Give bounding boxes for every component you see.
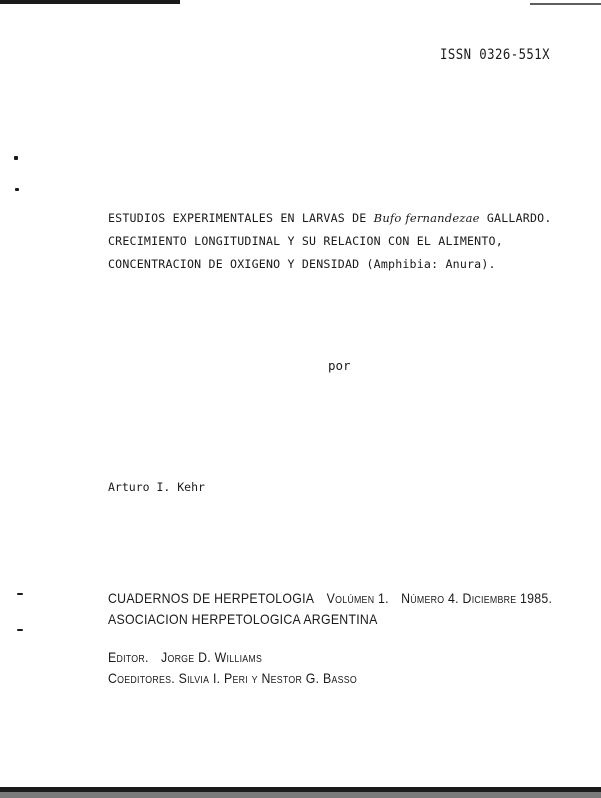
species-name: Bufo fernandezae bbox=[373, 211, 480, 225]
title-line-1 bbox=[108, 207, 552, 230]
volume-label: Volúmen 1. bbox=[326, 590, 389, 606]
editor-label: Editor. bbox=[108, 649, 149, 665]
association-name: ASOCIACION HERPETOLOGICA ARGENTINA bbox=[108, 611, 378, 627]
title-line-3: CONCENTRACION DE OXIGENO Y DENSIDAD (Amphibia: Anura). bbox=[108, 257, 496, 271]
margin-mark bbox=[15, 188, 19, 191]
title-line-1-pre: ESTUDIOS EXPERIMENTALES EN LARVAS DE bbox=[108, 211, 367, 225]
top-left-scan-edge bbox=[0, 0, 180, 4]
article-title bbox=[108, 207, 552, 276]
series-name: CUADERNOS DE HERPETOLOGIA bbox=[108, 590, 315, 606]
issn-number: ISSN 0326-551X bbox=[440, 47, 551, 63]
title-line-2: CRECIMIENTO LONGITUDINAL Y SU RELACION CON EL ALIMENTO, bbox=[108, 234, 503, 248]
margin-mark bbox=[17, 629, 23, 631]
number-date: Número 4. Diciembre 1985. bbox=[401, 590, 553, 606]
editor-line bbox=[108, 649, 262, 665]
bottom-scan-edge-shadow bbox=[0, 792, 601, 798]
author-name: Arturo I. Kehr bbox=[108, 480, 205, 494]
margin-mark bbox=[14, 156, 18, 160]
coeditors-label: Coeditores. bbox=[108, 670, 175, 686]
coeditors-line bbox=[108, 670, 357, 686]
top-right-scan-edge bbox=[530, 3, 601, 5]
editor-name: Jorge D. Williams bbox=[161, 649, 263, 665]
por-label: por bbox=[328, 358, 351, 373]
margin-mark bbox=[17, 593, 23, 595]
coeditors-names: Silvia I. Peri y Nestor G. Basso bbox=[178, 670, 358, 686]
title-line-1-post: GALLARDO. bbox=[486, 211, 552, 225]
publication-series-line bbox=[108, 590, 552, 606]
